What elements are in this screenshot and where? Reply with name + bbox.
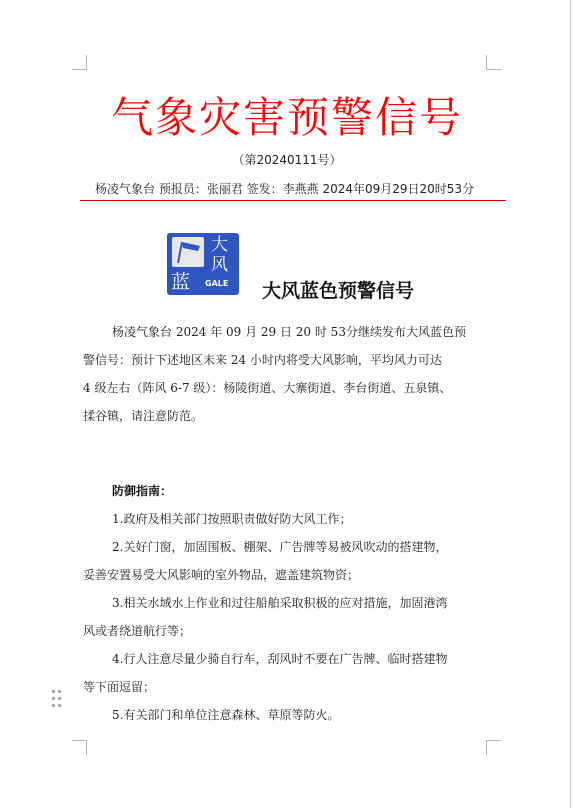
document-number: （第20240111号） [232,153,342,167]
red-divider [80,200,506,201]
margin-corner-bottom-left [72,740,87,755]
guide-item-continuation: 风或者绕道航行等； [83,624,192,638]
wind-flag-icon [172,237,204,267]
body-line: 杨凌气象台 2024 年 09 月 29 日 20 时 53分继续发布大风蓝色预 [112,325,466,339]
signal-heading: 大风蓝色预警信号 [262,280,415,302]
guide-item [83,533,493,589]
guide-item [83,505,493,533]
guide-item-text: 1.政府及相关部门按照职责做好防大风工作； [112,512,352,526]
guide-item-continuation: 妥善安置易受大风影响的室外物品，遮盖建筑物资； [83,568,360,582]
guide-list [83,505,493,729]
body-line: 警信号：预计下述地区未来 24 小时内将受大风影响，平均风力可达 [83,353,442,367]
issuer-line: 杨凌气象台 预报员：张丽君 签发：李燕燕 2024年09月29日20时53分 [95,182,475,196]
guide-item-text: 2.关好门窗，加固围板、棚架、广告牌等易被风吹动的搭建物， [112,540,448,554]
gale-blue-warning-icon [167,233,239,295]
guide-item [83,645,493,701]
icon-char-feng: 风 [211,255,228,275]
guide-item [83,701,493,729]
icon-gale-text: GALE [205,279,229,288]
guide-item-text: 3.相关水域水上作业和过往船舶采取积极的应对措施，加固港湾 [112,596,448,610]
guide-title: 防御指南： [112,484,173,498]
guide-item-text: 5.有关部门和单位注意森林、草原等防火。 [112,708,340,722]
body-paragraph [83,318,492,430]
guide-item-continuation: 等下面逗留； [83,680,156,694]
icon-char-da: 大 [211,235,228,255]
body-line: 揉谷镇，请注意防范。 [83,409,204,423]
guide-item [83,589,493,645]
icon-char-lan: 蓝 [171,271,191,293]
document-title: 气象灾害预警信号 [110,93,463,142]
guide-item-text: 4.行人注意尽量少骑自行车，刮风时不要在广告牌、临时搭建物 [112,652,448,666]
drag-handle-icon[interactable] [52,690,62,708]
margin-corner-top-right [486,55,501,70]
body-line: 4 级左右（阵风 6-7 级）：杨陵街道、大寨街道、李台街道、五泉镇、 [83,381,452,395]
margin-corner-top-left [72,55,87,70]
margin-corner-bottom-right [486,740,501,755]
